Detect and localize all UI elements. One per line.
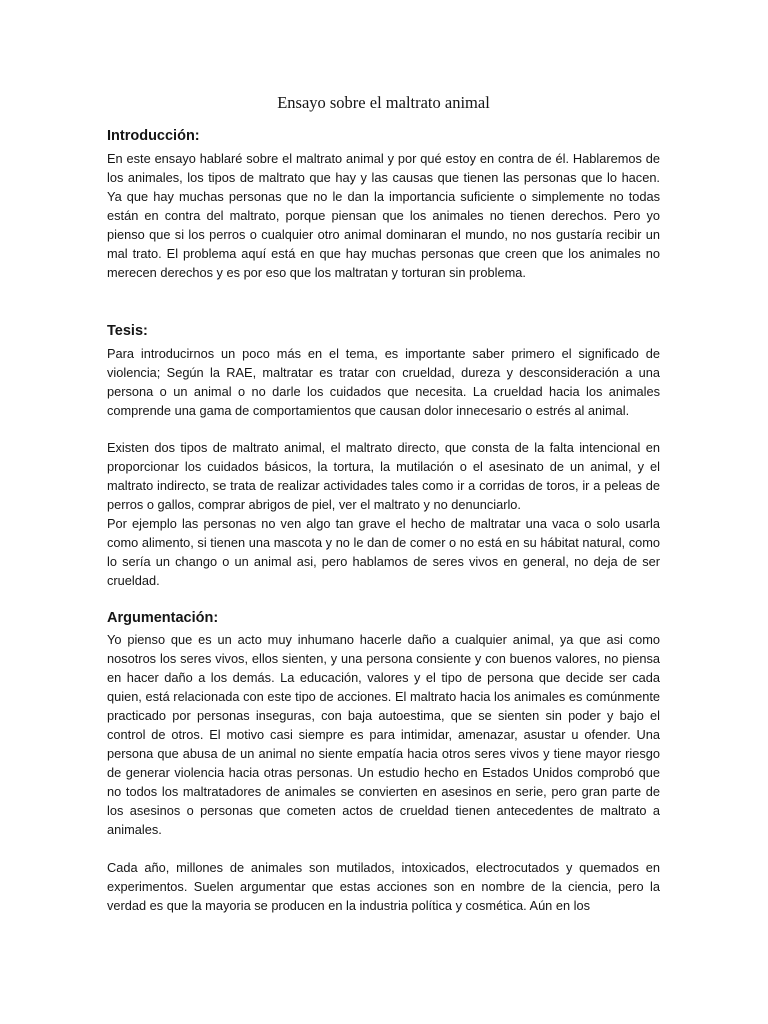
document-title: Ensayo sobre el maltrato animal: [277, 93, 490, 112]
section-heading-argumentacion: Argumentación:: [107, 610, 219, 626]
paragraph-argumentacion-experimentos: Cada año, millones de animales son mutilados, intoxicados, electrocutados y quemados en experimentos. Suelen argumentar que estas acciones son en nombre de la ciencia, pero la verdad es que la mayoria se producen en la industria política y cosmética. Aún en los: [107, 860, 660, 913]
paragraph-tesis-definicion: Para introducirnos un poco más en el tema, es importante saber primero el significado de violencia; Según la RAE, maltratar es tratar con crueldad, dureza y desconsideración a una persona o un animal o no darle los cuidados que necesita. La crueldad hacia los animales comprende una gama de comportamientos que causan dolor innecesario o estrés al animal.: [107, 346, 660, 418]
paragraph-tesis-ejemplo: Por ejemplo las personas no ven algo tan grave el hecho de maltratar una vaca o solo usarla como alimento, si tienen una mascota y no le dan de comer o no está en su hábitat natural, como lo sería un chango o un animal asi, pero hablamos de seres vivos en general, no deja de ser crueldad.: [107, 516, 660, 588]
section-heading-tesis: Tesis:: [107, 323, 148, 339]
paragraph-argumentacion-opinion: Yo pienso que es un acto muy inhumano hacerle daño a cualquier animal, ya que asi como nosotros los seres vivos, ellos sienten, y una persona consiente y con buenos valores, no piensa en hacer daño a los demás. La educación, valores y el tipo de persona que decide ser cada quien, está relacionada con este tipo de acciones. El maltrato hacia los animales es comúnmente practicado por personas inseguras, con baja autoestima, que se sienten sin poder y bajo el control de otros. El motivo casi siempre es para intimidar, amenazar, asustar u ofender. Una persona que abusa de un animal no siente empatía hacia otros seres vivos y tiene mayor riesgo de generar violencia hacia otras personas. Un estudio hecho en Estados Unidos comprobó que no todos los maltratadores de animales se convierten en asesinos en serie, pero gran parte de los asesinos o personas que cometen actos de crueldad tienen antecedentes de maltrato a animales.: [107, 632, 660, 837]
section-heading-introduccion: Introducción:: [107, 128, 200, 144]
paragraph-introduccion: En este ensayo hablaré sobre el maltrato animal y por qué estoy en contra de él. Hablaremos de los animales, los tipos de maltrato que hay y las causas que tienen las personas que lo hacen. Ya que hay muchas personas que no le dan la importancia suficiente o simplemente no todas están en contra del maltrato, porque piensan que los animales no tienen derechos. Pero yo pienso que si los perros o cualquier otro animal dominaran el mundo, no nos gustaría recibir un mal trato. El problema aquí está en que hay muchas personas que creen que los animales no merecen derechos y es por eso que los maltratan y torturan sin problema.: [107, 151, 660, 280]
paragraph-tesis-tipos: Existen dos tipos de maltrato animal, el maltrato directo, que consta de la falta intencional en proporcionar los cuidados básicos, la tortura, la mutilación o el asesinato de un animal, y el maltrato indirecto, se trata de realizar actividades tales como ir a corridas de toros, ir a peleas de perros o gallos, comprar abrigos de piel, ver el maltrato y no denunciarlo.: [107, 440, 660, 512]
